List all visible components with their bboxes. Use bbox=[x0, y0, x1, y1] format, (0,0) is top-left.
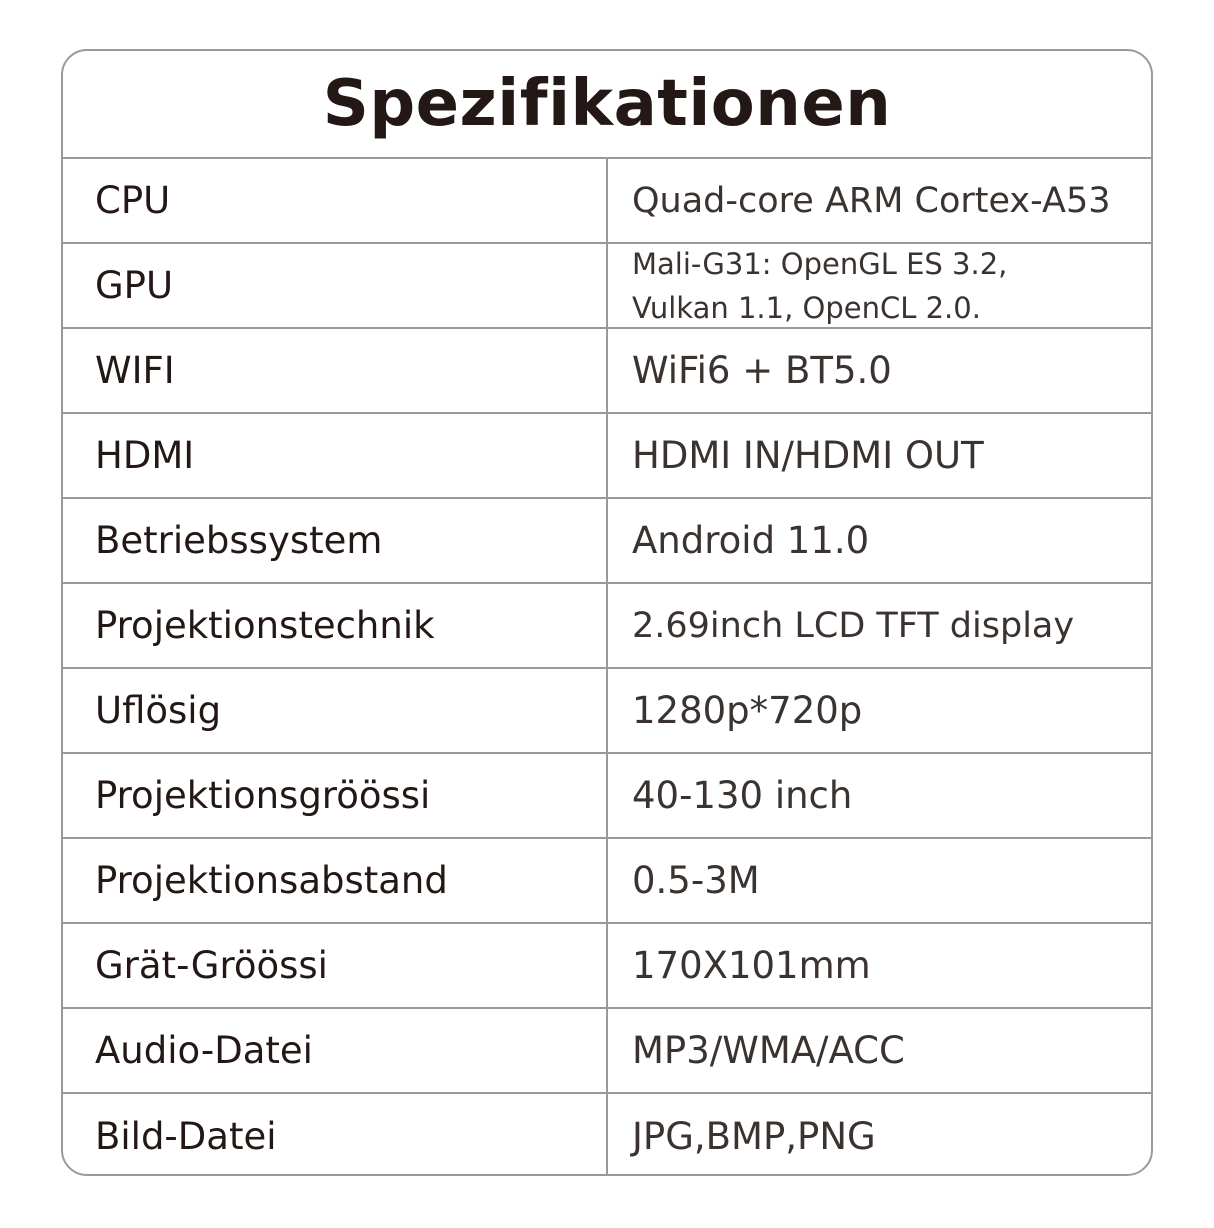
spec-row-audio-file bbox=[63, 1009, 1151, 1094]
spec-value-line: 1280p*720p bbox=[632, 689, 863, 732]
spec-row-image-file bbox=[63, 1094, 1151, 1176]
spec-label: Projektionstechnik bbox=[63, 584, 608, 667]
spec-value bbox=[608, 244, 1151, 327]
spec-label: Audio-Datei bbox=[63, 1009, 608, 1092]
spec-row-wifi bbox=[63, 329, 1151, 414]
spec-label: Projektionsgröössi bbox=[63, 754, 608, 837]
spec-row-gpu bbox=[63, 244, 1151, 329]
spec-value bbox=[608, 839, 1151, 922]
spec-row-cpu bbox=[63, 159, 1151, 244]
spec-value bbox=[608, 1094, 1151, 1176]
spec-value-line: Vulkan 1.1, OpenCL 2.0. bbox=[632, 290, 981, 325]
spec-table bbox=[63, 159, 1151, 1176]
spec-value-line: JPG,BMP,PNG bbox=[632, 1115, 876, 1158]
spec-value-line: WiFi6 + BT5.0 bbox=[632, 349, 892, 392]
spec-label: CPU bbox=[63, 159, 608, 242]
spec-title: Spezifikationen bbox=[63, 51, 1151, 159]
spec-row-resolution bbox=[63, 669, 1151, 754]
spec-label: Betriebssystem bbox=[63, 499, 608, 582]
spec-row-projection-size bbox=[63, 754, 1151, 839]
spec-card bbox=[61, 49, 1153, 1176]
spec-value bbox=[608, 924, 1151, 1007]
spec-value bbox=[608, 499, 1151, 582]
spec-value bbox=[608, 414, 1151, 497]
spec-label: HDMI bbox=[63, 414, 608, 497]
spec-row-os bbox=[63, 499, 1151, 584]
spec-label: GPU bbox=[63, 244, 608, 327]
spec-label: Bild-Datei bbox=[63, 1094, 608, 1176]
spec-value-line: MP3/WMA/ACC bbox=[632, 1029, 905, 1072]
spec-value-line: 40-130 inch bbox=[632, 774, 853, 817]
spec-label: WIFI bbox=[63, 329, 608, 412]
spec-value-line: Quad-core ARM Cortex-A53 bbox=[632, 180, 1111, 221]
spec-label: Grät-Gröössi bbox=[63, 924, 608, 1007]
spec-value bbox=[608, 754, 1151, 837]
spec-value bbox=[608, 159, 1151, 242]
spec-value bbox=[608, 1009, 1151, 1092]
spec-value bbox=[608, 584, 1151, 667]
spec-label: Uflösig bbox=[63, 669, 608, 752]
spec-row-projection-distance bbox=[63, 839, 1151, 924]
spec-value-line: 170X101mm bbox=[632, 944, 871, 987]
spec-row-projection-tech bbox=[63, 584, 1151, 669]
spec-label: Projektionsabstand bbox=[63, 839, 608, 922]
spec-row-device-size bbox=[63, 924, 1151, 1009]
spec-value-line: 0.5-3M bbox=[632, 859, 760, 902]
spec-row-hdmi bbox=[63, 414, 1151, 499]
spec-value-line: Android 11.0 bbox=[632, 519, 870, 562]
spec-value-line: HDMI IN/HDMI OUT bbox=[632, 434, 984, 477]
spec-value bbox=[608, 669, 1151, 752]
spec-value-line: 2.69inch LCD TFT display bbox=[632, 605, 1075, 646]
spec-value-line: Mali-G31: OpenGL ES 3.2, bbox=[632, 246, 1008, 281]
spec-value bbox=[608, 329, 1151, 412]
